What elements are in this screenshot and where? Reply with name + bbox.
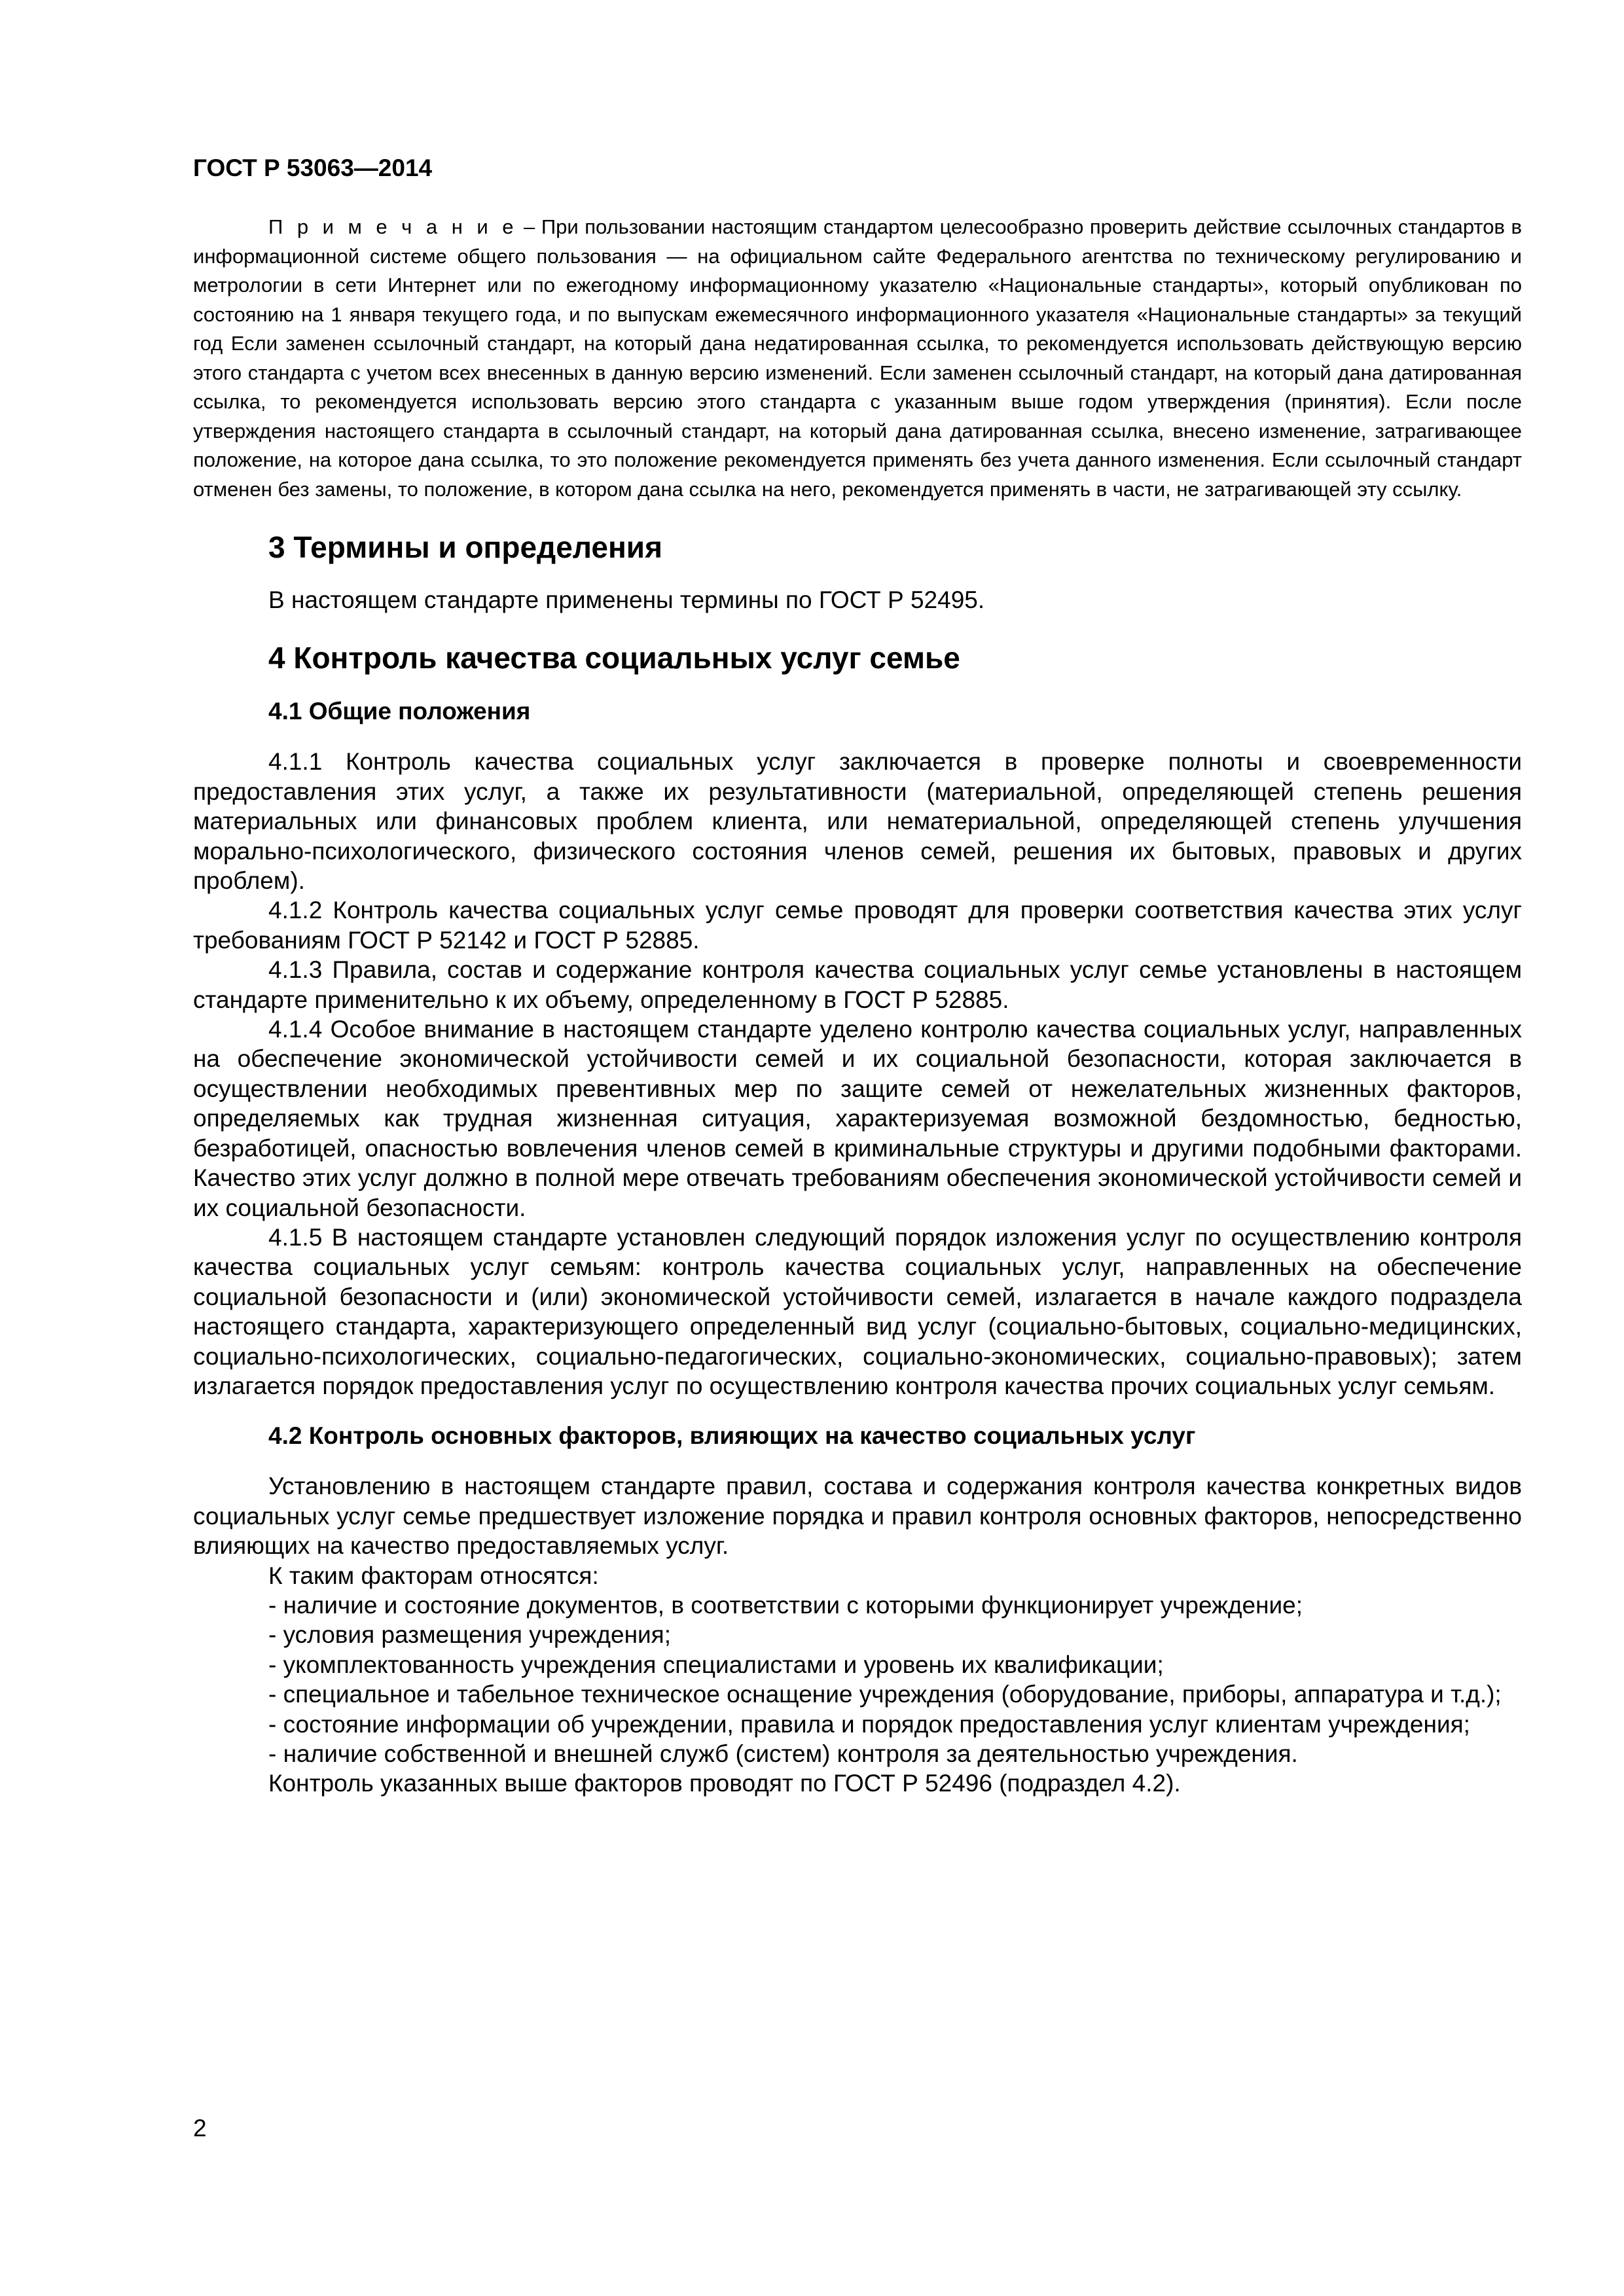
paragraph-4-2-closing: Контроль указанных выше факторов проводят по ГОСТ Р 52496 (подраздел 4.2). [268, 1770, 1181, 1797]
subsection-4-2-title: 4.2 Контроль основных факторов, влияющих на качество социальных услуг [268, 1422, 1196, 1450]
paragraph-4-1-3: 4.1.3 Правила, состав и содержание контроля качества социальных услуг семье установлены в настоящем стандарте применительно к их объему, определенному в ГОСТ Р 52885. [193, 956, 1522, 1013]
paragraph-4-1-5: 4.1.5 В настоящем стандарте установлен следующий порядок изложения услуг по осуществлению контроля качества социальных услуг семьям: контроль качества социальных услуг, направленных на обеспечение социальной безопасности и (или) экономической устойчивости семей, излагается в начале каждого подраздела настоящего стандарта, характеризующего определенный вид услуг (социально-бытовых, социально-медицинских, социально-психологических, социально-педагогических, социально-экономических, социально-правовых); затем излагается порядок предоставления услуг по осуществлению контроля качества прочих социальных услуг семьям. [193, 1223, 1522, 1399]
paragraph-4-2-factors-lead: К таким факторам относятся: [268, 1562, 599, 1589]
paragraph-4-1-1: 4.1.1 Контроль качества социальных услуг заключается в проверке полноты и своевременности предоставления этих услуг, а также их результативности (материальной, определяющей степень решения материальных или финансовых проблем клиента, или нематериальной, определяющей степень улучшения морально-психологического, физического состояния членов семей, решения их бытовых, правовых и других проблем). [193, 748, 1522, 895]
page-number: 2 [193, 2115, 207, 2142]
note-label: П р и м е ч а н и е [268, 215, 518, 238]
section-3-text: В настоящем стандарте применены термины по ГОСТ Р 52495. [268, 586, 985, 613]
note-text: – При пользовании настоящим стандартом целесообразно проверить действие ссылочных стандартов в информационной системе общего пользования — на официальном сайте Федерального агентства по техническому регулированию и метрологии в сети Интернет или по ежегодному информационному указателю «Национальные стандарты», который опубликован по состоянию на 1 января текущего года, и по выпускам ежемесячного информационного указателя «Национальные стандарты» за текущий год Если заменен ссылочный стандарт, на который дана недатированная ссылка, то рекомендуется использовать действующую версию этого стандарта с учетом всех внесенных в данную версию изменений. Если заменен ссылочный стандарт, на который дана датированная ссылка, то рекомендуется использовать версию этого стандарта с указанным выше годом утверждения (принятия). Если после утверждения настоящего стандарта в ссылочный стандарт, на который дана датированная ссылка, внесено изменение, затрагивающее положение, на которое дана ссылка, то это положение рекомендуется применять без учета данного изменения. Если ссылочный стандарт отменен без замены, то положение, в котором дана ссылка на него, рекомендуется применять в части, не затрагивающей эту ссылку. [193, 215, 1522, 501]
list-item: - специальное и табельное техническое оснащение учреждения (оборудование, приборы, аппаратура и т.д.); [268, 1681, 1502, 1708]
paragraph-4-1-2: 4.1.2 Контроль качества социальных услуг семье проводят для проверки соответствия качества этих услуг требованиям ГОСТ Р 52142 и ГОСТ Р 52885. [193, 897, 1522, 954]
subsection-4-1-title: 4.1 Общие положения [268, 698, 531, 725]
list-item: - наличие и состояние документов, в соответствии с которыми функционирует учреждение; [268, 1591, 1303, 1619]
document-id: ГОСТ Р 53063—2014 [193, 154, 433, 181]
list-item: - наличие собственной и внешней служб (систем) контроля за деятельностью учреждения. [268, 1740, 1298, 1767]
list-item: - условия размещения учреждения; [268, 1621, 671, 1649]
list-item: - состояние информации об учреждении, правила и порядок предоставления услуг клиентам учреждения; [268, 1710, 1470, 1738]
paragraph-4-2-intro: Установлению в настоящем стандарте правил, состава и содержания контроля качества конкретных видов социальных услуг семье предшествует изложение порядка и правил контроля основных факторов, непосредственно влияющих на качество предоставляемых услуг. [193, 1473, 1522, 1560]
list-item: - укомплектованность учреждения специалистами и уровень их квалификации; [268, 1651, 1164, 1678]
section-3-title: 3 Термины и определения [268, 530, 662, 564]
factors-list [193, 1590, 1522, 1768]
document-page [193, 154, 1522, 1799]
section-4-title: 4 Контроль качества социальных услуг семье [268, 641, 960, 675]
reference-note [193, 213, 1522, 504]
paragraph-4-1-4: 4.1.4 Особое внимание в настоящем стандарте уделено контролю качества социальных услуг, направленных на обеспечение экономической устойчивости семей и их социальной безопасности, которая заключается в осуществлении необходимых превентивных мер по защите семей от нежелательных жизненных факторов, определяемых как трудная жизненная ситуация, характеризуемая возможной бездомностью, бедностью, безработицей, опасностью вовлечения членов семей в криминальные структуры и другими подобными факторами. Качество этих услуг должно в полной мере отвечать требованиям обеспечения экономической устойчивости семей и их социальной безопасности. [193, 1016, 1522, 1221]
